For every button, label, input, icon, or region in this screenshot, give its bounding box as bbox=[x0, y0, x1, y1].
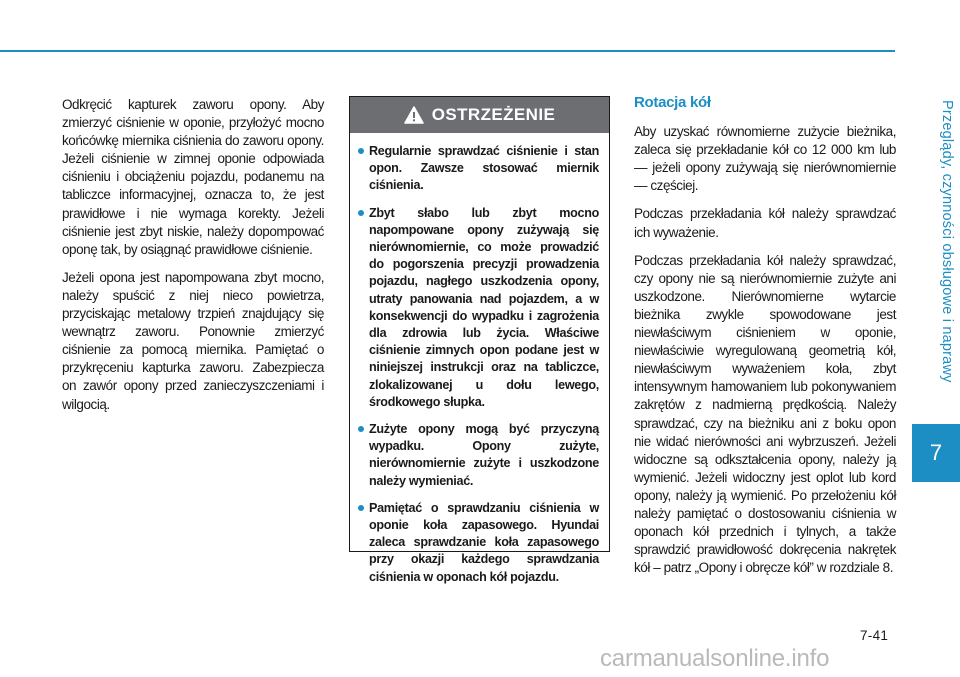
bullet-icon bbox=[358, 148, 364, 154]
warning-triangle-icon bbox=[404, 106, 424, 124]
warning-item-text: Pamiętać o sprawdzaniu ciśnienia w oponie koła zapasowego. Hyundai zaleca sprawdzanie koła zapasowego przy okazji każdego sprawdzania ciśnienia w oponach kół pojazdu. bbox=[369, 500, 599, 584]
warning-item bbox=[369, 500, 599, 586]
chapter-number-tab: 7 bbox=[912, 424, 960, 482]
left-paragraph-1: Odkręcić kapturek zaworu opony. Aby zmierzyć ciśnienie w oponie, przyłożyć mocno końcówkę miernika ciśnienia do zaworu opony. Jeżeli ciśnienie w zimnej oponie odpowiada ciśnieniu i obciążeniu pojazdu, podanemu na tabliczce informacyjnej, oznacza to, że jest prawidłowe i nie wymaga korekty. Jeżeli ciśnienie jest zbyt niskie, należy dopompować oponę tak, by osiągnąć prawidłowe ciśnienie. bbox=[62, 97, 324, 257]
warning-item-text: Regularnie sprawdzać ciśnienie i stan opon. Zawsze stosować miernik ciśnienia. bbox=[369, 144, 599, 193]
bullet-icon bbox=[358, 210, 364, 216]
header-rule bbox=[0, 50, 895, 52]
warning-header bbox=[350, 97, 609, 133]
bullet-icon bbox=[358, 505, 364, 511]
warning-item bbox=[369, 205, 599, 411]
watermark: carmanualsonline.info bbox=[600, 645, 830, 672]
warning-item bbox=[369, 143, 599, 195]
left-paragraph-2: Jeżeli opona jest napompowana zbyt mocno, należy spuścić z niej nieco powietrza, przyciskając metalowy trzpień znajdujący się wewnątrz zaworu. Ponownie zmierzyć ciśnienie za pomocą miernika. Pamiętać o przykręceniu kapturka zaworu. Zabezpiecza on zawór opony przed zanieczyszczeniami i wilgocią. bbox=[62, 269, 324, 412]
bullet-icon bbox=[358, 426, 364, 432]
warning-list bbox=[350, 133, 609, 586]
warning-item-text: Zbyt słabo lub zbyt mocno napompowane opony zużywają się nierównomiernie, co może prowadzić do pogorszenia precyzji prowadzenia pojazdu, nagłego uszkodzenia opony, utraty panowania nad pojazdem, a w konsekwencji do wypadku i zagrożenia dla zdrowia lub życia. Właściwe ciśnienie zimnych opon podane jest w niniejszej instrukcji oraz na tabliczce, zlokalizowanej u dołu lewego, środkowego słupka. bbox=[369, 205, 599, 409]
right-paragraph-3: Podczas przekładania kół należy sprawdzać, czy opony nie są nierównomiernie zużyte ani uszkodzone. Nierównomierne wytarcie bieżnika zwykle spowodowane jest niewłaściwym ciśnieniem w oponie, niewłaściwie wyregulowaną geometrią kół, niewłaściwym wyważeniem koła, zbyt intensywnym hamowaniem lub pokonywaniem zakrętów z nadmierną prędkością. Należy sprawdzać, czy na bieżniku ani z boku opon nie widać nierówności ani wybrzuszeń. Jeżeli widoczne są odkształcenia opony, należy ją wymienić. Jeżeli widoczny jest oplot lub kord opony, należy ją wymienić. Po przełożeniu kół należy pamiętać o dostosowaniu ciśnienia w oponach kół przednich i tylnych, a także sprawdzić prawidłowość dokręcenia nakrętek kół – patrz „Opony i obręcze kół” w rozdziale 8. bbox=[634, 252, 896, 576]
right-column bbox=[634, 94, 896, 587]
right-paragraph-2: Podczas przekładania kół należy sprawdzać ich wyważenie. bbox=[634, 206, 896, 240]
right-paragraph-1: Aby uzyskać równomierne zużycie bieżnika, zaleca się przekładanie kół co 12 000 km lub — jeżeli opony zużywają się nierównomiernie — częściej. bbox=[634, 124, 896, 194]
chapter-side-title: Przeglądy, czynności obsługowe i naprawy bbox=[939, 100, 955, 383]
warning-item bbox=[369, 421, 599, 490]
left-column bbox=[62, 96, 324, 424]
section-heading-wheel-rotation: Rotacja kół bbox=[634, 94, 711, 111]
warning-item-text: Zużyte opony mogą być przyczyną wypadku. Opony zużyte, nierównomiernie zużyte i uszkodzone należy wymieniać. bbox=[369, 422, 599, 488]
page-number: 7-41 bbox=[860, 628, 889, 643]
warning-box bbox=[349, 96, 610, 584]
warning-title: OSTRZEŻENIE bbox=[431, 105, 556, 124]
